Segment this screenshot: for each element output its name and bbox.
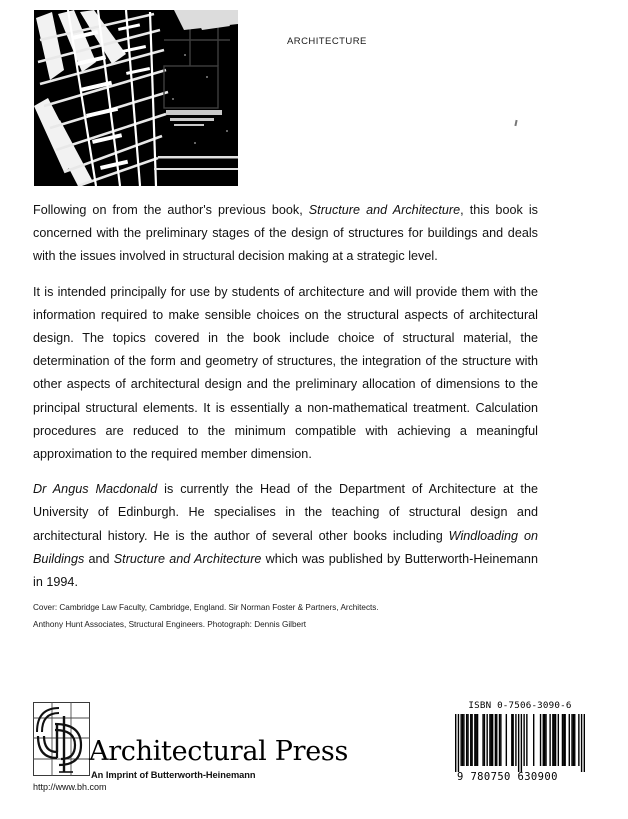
blurb-text-block — [33, 199, 538, 594]
publisher-website-url: http://www.bh.com — [33, 782, 107, 792]
ean13-barcode-bars — [455, 714, 585, 772]
blurb-paragraph-2: It is intended principally for use by students of architecture and will provide them with the information required to make sensible choices on the structural aspects of architectural design. The topics covered in the book include choice of structural material, the determination of the form and geometry of structures, the integration of the structure with other aspects of architectural design and the preliminary allocation of dimensions to the principal structural elements. It is essentially a non-mathematical treatment. Calculation procedures are reduced to the minimum compatible with achieving a meaningful approximation to the required member dimension. — [33, 284, 538, 462]
publisher-name: Architectural Press — [89, 736, 349, 767]
author-biography-paragraph: Dr Angus Macdonald is currently the Head of the Department of Architecture at the University of Edinburgh. He specialises in the teaching of structural design and architectural history. He is the author of several other books including Windloading on Buildings and Structure and Architecture which was published by Butterworth-Heinemann in 1994. — [33, 482, 538, 590]
cover-photograph — [34, 10, 238, 186]
category-label: ARCHITECTURE — [287, 36, 367, 47]
blurb-paragraph-1: Following on from the author's previous book, Structure and Architecture, this book is concerned with the preliminary stages of the design of structures for buildings and deals with the issues involved in structural decision making at a strategic level. — [33, 203, 538, 264]
publisher-imprint-line: An Imprint of Butterworth-Heinemann — [91, 770, 256, 780]
print-speck — [514, 120, 517, 126]
cover-photograph-artwork — [34, 10, 238, 186]
architectural-press-monogram-icon — [33, 702, 90, 776]
cover-credit-line-1: Cover: Cambridge Law Faculty, Cambridge, England. Sir Norman Foster & Partners, Architects. — [33, 603, 379, 612]
architectural-press-logo-icon — [33, 702, 90, 776]
cover-credit-block — [33, 599, 553, 633]
isbn-barcode-block — [455, 700, 585, 783]
cover-credit-line-2: Anthony Hunt Associates, Structural Engineers. Photograph: Dennis Gilbert — [33, 620, 307, 629]
ean13-barcode-digits: 9 780750 630900 — [457, 771, 558, 783]
ean13-barcode-icon — [455, 714, 585, 772]
isbn-number: ISBN 0-7506-3090-6 — [468, 700, 572, 711]
